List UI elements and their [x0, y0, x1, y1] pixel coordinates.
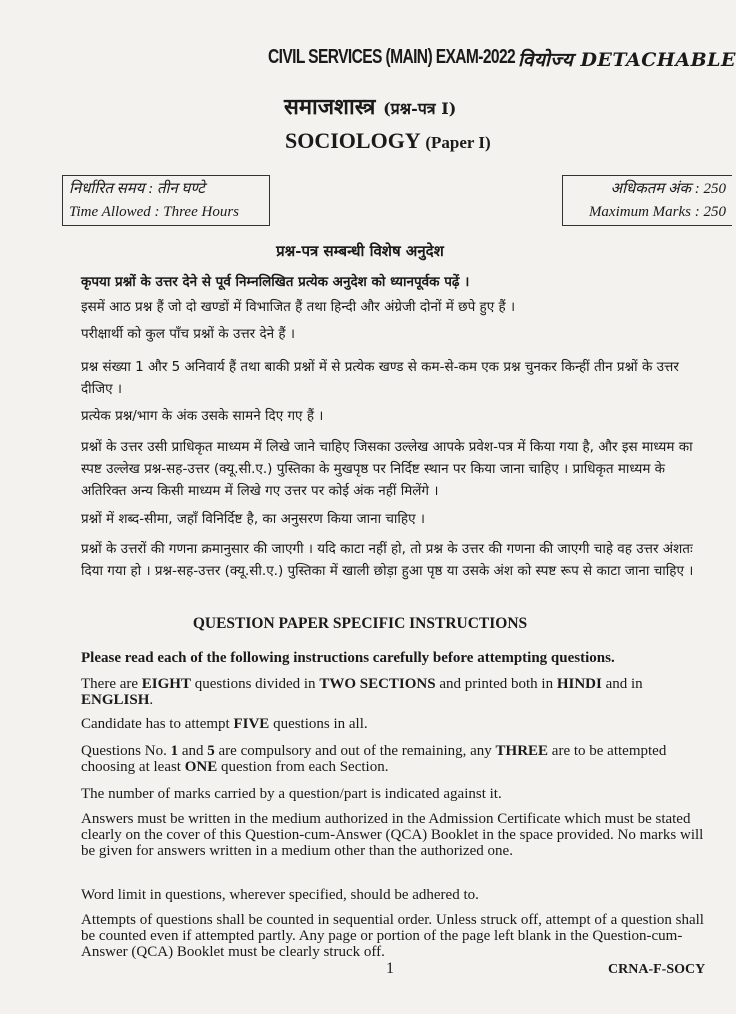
english-instruction-2: There are EIGHT questions divided in TWO SECTIONS and printed both in HINDI and in ENGLISH.: [81, 676, 643, 708]
maximum-marks-box: [562, 175, 732, 226]
hindi-instruction-7: प्रश्नों में शब्द-सीमा, जहाँ विनिर्दिष्ट है, का अनुसरण किया जाना चाहिए ।: [81, 511, 425, 527]
time-allowed-hindi: निर्धारित समय : तीन घण्टे: [69, 181, 205, 197]
paper-code: CRNA-F-SOCY: [608, 962, 706, 977]
subject-title-english: [285, 128, 491, 154]
english-instruction-4: Questions No. 1 and 5 are compulsory and out of the remaining, any THREE are to be attempted choosing at least ONE question from each Section.: [81, 743, 667, 775]
detachable-label: [518, 46, 736, 72]
hindi-instruction-8: प्रश्नों के उत्तरों की गणना क्रमानुसार की जाएगी । यदि काटा नहीं हो, तो प्रश्न के उत्तर की गणना की जाएगी चाहे वह उत्तर अंशतः दिया गया हो । प्रश्न-सह-उत्तर (क्यू.सी.ए.) पुस्तिका में खाली छोड़ा हुआ पृष्ठ या उसके अंश को स्पष्ट रूप से काटा जाना चाहिए ।: [81, 541, 694, 579]
time-allowed-english: Time Allowed : Three Hours: [69, 204, 240, 220]
maximum-marks-english: Maximum Marks : 250: [588, 204, 726, 220]
time-allowed-box: [62, 175, 270, 226]
hindi-instructions-heading: प्रश्न-पत्र सम्बन्धी विशेष अनुदेश: [276, 242, 444, 260]
subject-title-hindi: [284, 91, 456, 121]
page-number: 1: [386, 960, 394, 977]
english-instruction-7: Word limit in questions, wherever specified, should be adhered to.: [81, 887, 479, 903]
english-instruction-1: Please read each of the following instructions carefully before attempting questions.: [81, 650, 615, 666]
hindi-instruction-2: इसमें आठ प्रश्न हैं जो दो खण्डों में विभाजित हैं तथा हिन्दी और अंग्रेजी दोनों में छपे हुए हैं ।: [81, 299, 516, 315]
english-instruction-8: Attempts of questions shall be counted in sequential order. Unless struck off, attempt of a question shall be counted even if attempted partly. Any page or portion of the page left blank in the Question-cum-Answer (QCA) Booklet must be clearly struck off.: [81, 912, 704, 960]
detachable-hindi: वियोज्य: [518, 49, 574, 71]
hindi-instruction-1: कृपया प्रश्नों के उत्तर देने से पूर्व निम्नलिखित प्रत्येक अनुदेश को ध्यानपूर्वक पढ़ें ।: [81, 274, 470, 290]
english-instruction-5: The number of marks carried by a question/part is indicated against it.: [81, 786, 502, 802]
subject-english: SOCIOLOGY: [285, 128, 420, 153]
hindi-instruction-5: प्रत्येक प्रश्न/भाग के अंक उसके सामने दिए गए हैं ।: [81, 408, 324, 424]
english-instruction-3: Candidate has to attempt FIVE questions in all.: [81, 716, 368, 732]
detachable-english: DETACHABLE: [580, 49, 736, 71]
paper-hindi: (प्रश्न-पत्र I): [383, 99, 457, 118]
subject-hindi: समाजशास्त्र: [284, 94, 376, 120]
english-instruction-6: Answers must be written in the medium authorized in the Admission Certificate which must be stated clearly on the cover of this Question-cum-Answer (QCA) Booklet in the space provided. No marks will be given for answers written in a medium other than the authorized one.: [81, 811, 704, 859]
hindi-instruction-4: प्रश्न संख्या 1 और 5 अनिवार्य हैं तथा बाकी प्रश्नों में से प्रत्येक खण्ड से कम-से-कम एक प्रश्न चुनकर किन्हीं तीन प्रश्नों के उत्तर दीजिए ।: [81, 359, 679, 397]
exam-title: CIVIL SERVICES (MAIN) EXAM-2022: [268, 46, 516, 68]
paper-english: (Paper I): [425, 133, 491, 152]
hindi-instruction-3: परीक्षार्थी को कुल पाँच प्रश्नों के उत्तर देने हैं ।: [81, 326, 296, 342]
hindi-instruction-6: प्रश्नों के उत्तर उसी प्राधिकृत माध्यम में लिखे जाने चाहिए जिसका उल्लेख आपके प्रवेश-पत्र में किया गया है, और इस माध्यम का स्पष्ट उल्लेख प्रश्न-सह-उत्तर (क्यू.सी.ए.) पुस्तिका के मुखपृष्ठ पर निर्दिष्ट स्थान पर किया जाना चाहिए । प्राधिकृत माध्यम के अतिरिक्त अन्य किसी माध्यम में लिखे गए उत्तर पर कोई अंक नहीं मिलेंगे ।: [81, 439, 693, 499]
maximum-marks-hindi: अधिकतम अंक : 250: [610, 181, 726, 197]
english-instructions-heading: QUESTION PAPER SPECIFIC INSTRUCTIONS: [192, 615, 528, 632]
